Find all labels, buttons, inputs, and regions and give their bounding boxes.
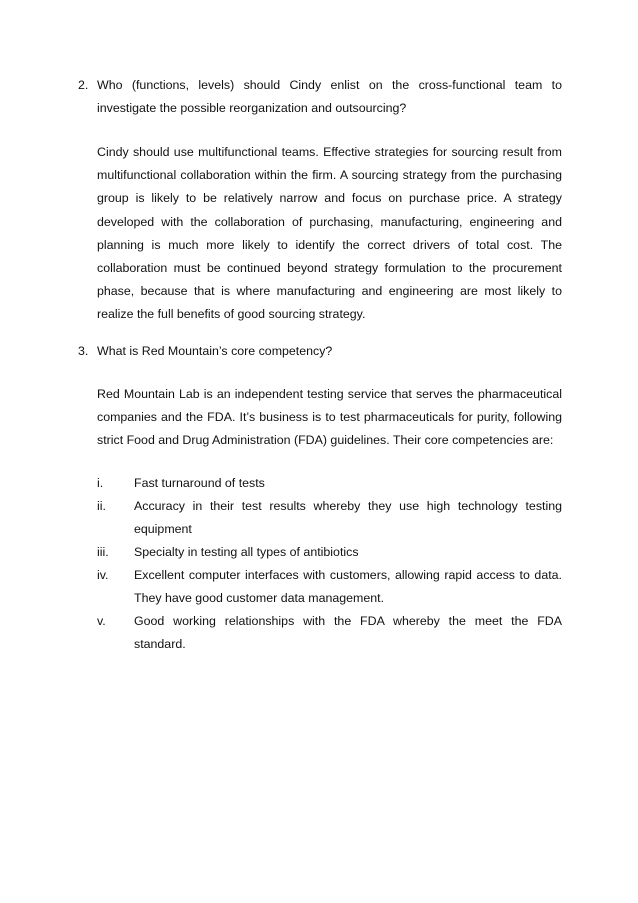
question-3-answer: Red Mountain Lab is an independent testing service that serves the pharmaceutical companies and the FDA. It’s business is to test pharmaceuticals for purity, following strict Food and Drug Administration (FDA) guidelines. Their core competencies are: (97, 387, 562, 448)
list-item (97, 472, 562, 495)
list-numeral: iii. (97, 545, 109, 560)
list-item (97, 610, 562, 656)
question-number: 2. (78, 78, 89, 92)
list-item (97, 564, 562, 610)
list-numeral: iv. (97, 568, 109, 583)
list-item (97, 495, 562, 541)
question-2-answer: Cindy should use multifunctional teams. Effective strategies for sourcing result from multifunctional collaboration within the firm. A sourcing strategy from the purchasing group is likely to be relatively narrow and focus on purchase price. A strategy developed with the collaboration of purchasing, manufacturing, engineering and planning is much more likely to identify the correct drivers of total cost. The collaboration must be continued beyond strategy formulation to the procurement phase, because that is where manufacturing and engineering are most likely to realize the full benefits of good sourcing strategy. (97, 145, 562, 322)
list-numeral: i. (97, 476, 104, 490)
list-text: Excellent computer interfaces with customers, allowing rapid access to data. They have good customer data management. (134, 568, 562, 606)
list-numeral: v. (97, 614, 106, 629)
question-number: 3. (78, 344, 89, 358)
list-numeral: ii. (97, 499, 106, 514)
question-2-heading (78, 74, 562, 120)
question-text: What is Red Mountain’s core competency? (97, 344, 333, 358)
question-3-heading (78, 340, 562, 363)
question-text: Who (functions, levels) should Cindy enlist on the cross-functional team to investigate the possible reorganization and outsourcing? (97, 78, 562, 115)
list-text: Specialty in testing all types of antibiotics (134, 545, 359, 560)
core-competencies-list (97, 472, 562, 656)
list-item (97, 541, 562, 564)
list-text: Fast turnaround of tests (134, 476, 265, 490)
list-text: Accuracy in their test results whereby they use high technology testing equipment (134, 499, 562, 536)
list-text: Good working relationships with the FDA whereby the meet the FDA standard. (134, 614, 562, 652)
